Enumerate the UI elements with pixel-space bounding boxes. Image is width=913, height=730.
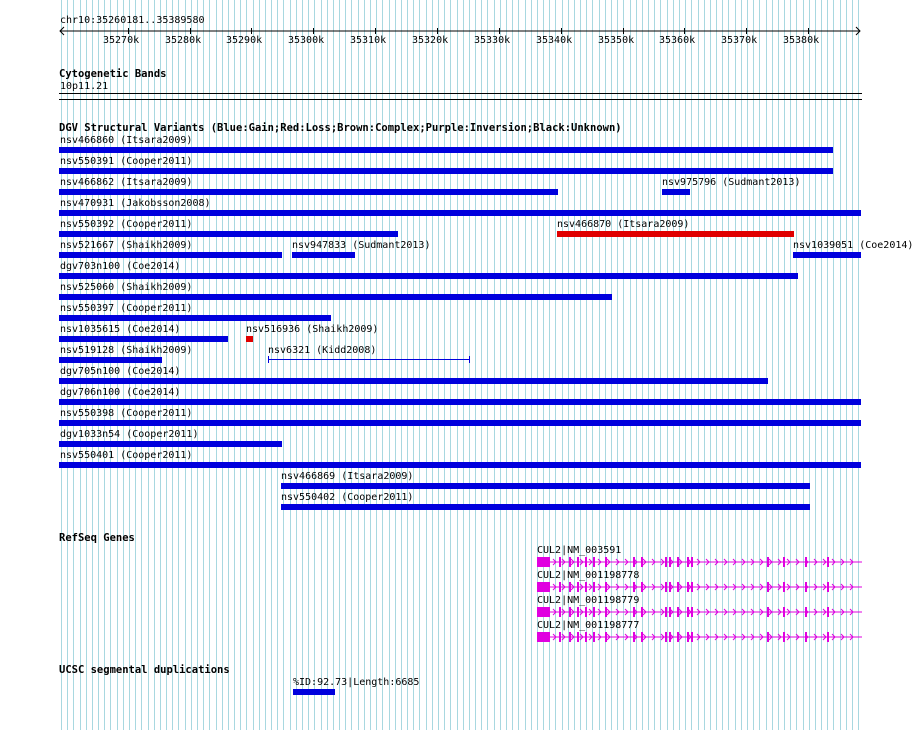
- gene-exon: [687, 582, 689, 592]
- variant-label[interactable]: nsv470931 (Jakobsson2008): [60, 198, 211, 209]
- gene-model[interactable]: [537, 630, 863, 644]
- variant-label[interactable]: nsv550391 (Cooper2011): [60, 156, 193, 167]
- gene-exon: [577, 557, 579, 567]
- dgv-track-title[interactable]: DGV Structural Variants (Blue:Gain;Red:Loss;Brown:Complex;Purple:Inversion;Black:Unknown): [59, 122, 622, 134]
- variant-bar[interactable]: [59, 168, 833, 174]
- ruler-tick: [437, 28, 438, 34]
- gene-exon: [577, 632, 579, 642]
- variant-label[interactable]: nsv521667 (Shaikh2009): [60, 240, 193, 251]
- gene-exon: [827, 582, 829, 592]
- gene-exon: [569, 557, 571, 567]
- ruler-position: chr10:35260181..35389580: [60, 15, 205, 26]
- cytoband-label: 10p11.21: [60, 81, 109, 92]
- ruler-tick: [499, 28, 500, 34]
- gene-exon: [569, 582, 571, 592]
- gene-exon: [827, 632, 829, 642]
- ruler-tick: [251, 28, 252, 34]
- cytoband-top-border: [59, 93, 862, 94]
- variant-bar[interactable]: [59, 294, 612, 300]
- gene-exon: [767, 607, 769, 617]
- ruler-tick: [746, 28, 747, 34]
- variant-bar[interactable]: [59, 378, 768, 384]
- gene-exon: [633, 582, 635, 592]
- gene-exon: [677, 557, 679, 567]
- gene-exon: [593, 557, 595, 567]
- gene-exon: [767, 557, 769, 567]
- gene-exon: [585, 607, 587, 617]
- gene-exon: [559, 632, 561, 642]
- ruler-tick: [313, 28, 314, 34]
- variant-bar[interactable]: [59, 147, 833, 153]
- gene-exon: [687, 607, 689, 617]
- segdup-label[interactable]: %ID:92.73|Length:6685: [293, 677, 420, 688]
- gene-exon: [669, 607, 671, 617]
- gene-exon: [665, 557, 667, 567]
- ruler-tick-label: 35340k: [536, 35, 573, 46]
- variant-bar[interactable]: [59, 462, 861, 468]
- ruler-tick: [808, 28, 809, 34]
- gene-exon: [585, 557, 587, 567]
- gene-exon: [827, 557, 829, 567]
- gene-exon: [641, 607, 643, 617]
- variant-thin-line-cap: [268, 356, 269, 363]
- variant-thin-line-cap: [469, 356, 470, 363]
- segdup-track-title[interactable]: UCSC segmental duplications: [59, 664, 230, 676]
- gene-label[interactable]: CUL2|NM_001198779: [537, 595, 640, 606]
- variant-thin-line[interactable]: [268, 359, 470, 360]
- variant-bar[interactable]: [557, 231, 794, 237]
- variant-label[interactable]: dgv705n100 (Coe2014): [60, 366, 181, 377]
- gene-exon: [827, 607, 829, 617]
- variant-label[interactable]: dgv706n100 (Coe2014): [60, 387, 181, 398]
- gene-exon: [569, 632, 571, 642]
- variant-label[interactable]: nsv519128 (Shaikh2009): [60, 345, 193, 356]
- gene-exon: [605, 607, 607, 617]
- variant-bar[interactable]: [59, 420, 861, 426]
- gene-exon: [665, 607, 667, 617]
- variant-bar[interactable]: [59, 357, 162, 363]
- variant-label[interactable]: nsv525060 (Shaikh2009): [60, 282, 193, 293]
- gene-exon: [691, 582, 693, 592]
- gene-exon: [537, 607, 550, 617]
- ruler-tick-label: 35310k: [350, 35, 387, 46]
- variant-label[interactable]: nsv550398 (Cooper2011): [60, 408, 193, 419]
- gene-exon: [537, 632, 550, 642]
- variant-label[interactable]: nsv550397 (Cooper2011): [60, 303, 193, 314]
- gene-exon: [805, 582, 807, 592]
- gene-exon: [577, 607, 579, 617]
- gene-exon: [605, 557, 607, 567]
- ruler-tick-label: 35290k: [226, 35, 263, 46]
- gene-label[interactable]: CUL2|NM_003591: [537, 545, 622, 556]
- variant-label[interactable]: nsv1039051 (Coe2014): [793, 240, 913, 251]
- variant-bar[interactable]: [59, 315, 331, 321]
- variant-bar[interactable]: [793, 252, 861, 258]
- gene-exon: [669, 557, 671, 567]
- gene-label[interactable]: CUL2|NM_001198778: [537, 570, 640, 581]
- variant-label[interactable]: nsv947833 (Sudmant2013): [292, 240, 431, 251]
- variant-label[interactable]: nsv975796 (Sudmant2013): [662, 177, 801, 188]
- variant-bar[interactable]: [59, 252, 282, 258]
- variant-bar[interactable]: [281, 483, 810, 489]
- cytoband-track-title[interactable]: Cytogenetic Bands: [59, 68, 167, 80]
- variant-label[interactable]: nsv466860 (Itsara2009): [60, 135, 193, 146]
- variant-label[interactable]: nsv466870 (Itsara2009): [557, 219, 690, 230]
- gene-exon: [691, 607, 693, 617]
- gene-exon: [605, 582, 607, 592]
- variant-bar[interactable]: [281, 504, 810, 510]
- variant-label[interactable]: nsv550392 (Cooper2011): [60, 219, 193, 230]
- gene-exon: [805, 557, 807, 567]
- gene-label[interactable]: CUL2|NM_001198777: [537, 620, 640, 631]
- gene-exon: [783, 582, 785, 592]
- gene-exon: [559, 557, 561, 567]
- gene-exon: [665, 582, 667, 592]
- ruler-tick-label: 35320k: [412, 35, 449, 46]
- gene-exon: [687, 557, 689, 567]
- ruler-tick-label: 35300k: [288, 35, 325, 46]
- gene-exon: [783, 632, 785, 642]
- gene-exon: [593, 582, 595, 592]
- gene-exon: [559, 607, 561, 617]
- ruler-tick: [561, 28, 562, 34]
- variant-label[interactable]: nsv550402 (Cooper2011): [281, 492, 414, 503]
- variant-label[interactable]: nsv1035615 (Coe2014): [60, 324, 181, 335]
- variant-bar[interactable]: [662, 189, 690, 195]
- variant-label[interactable]: nsv466869 (Itsara2009): [281, 471, 414, 482]
- variant-bar[interactable]: [59, 336, 228, 342]
- gene-exon: [783, 557, 785, 567]
- variant-label[interactable]: nsv466862 (Itsara2009): [60, 177, 193, 188]
- gene-exon: [669, 582, 671, 592]
- gene-exon: [641, 632, 643, 642]
- variant-bar[interactable]: [59, 210, 861, 216]
- variant-bar[interactable]: [59, 231, 398, 237]
- gene-exon: [687, 632, 689, 642]
- gene-exon: [665, 632, 667, 642]
- variant-bar[interactable]: [59, 189, 558, 195]
- ruler-tick-label: 35360k: [659, 35, 696, 46]
- gene-exon: [767, 582, 769, 592]
- variant-bar[interactable]: [59, 273, 798, 279]
- ruler-tick: [190, 28, 191, 34]
- refseq-track-title[interactable]: RefSeq Genes: [59, 532, 135, 544]
- variant-bar[interactable]: [59, 399, 861, 405]
- ruler-tick: [128, 28, 129, 34]
- gene-exon: [633, 607, 635, 617]
- ruler-tick: [623, 28, 624, 34]
- gene-exon: [577, 582, 579, 592]
- gene-exon: [691, 557, 693, 567]
- gene-exon: [633, 632, 635, 642]
- ruler-tick-label: 35270k: [103, 35, 140, 46]
- gene-exon: [805, 632, 807, 642]
- ruler-tick: [684, 28, 685, 34]
- variant-label[interactable]: nsv516936 (Shaikh2009): [246, 324, 379, 335]
- gene-exon: [783, 607, 785, 617]
- gene-exon: [585, 582, 587, 592]
- variant-label[interactable]: dgv1033n54 (Cooper2011): [60, 429, 199, 440]
- ruler-tick-label: 35350k: [598, 35, 635, 46]
- gene-exon: [677, 582, 679, 592]
- gene-exon: [593, 632, 595, 642]
- ruler-tick: [375, 28, 376, 34]
- cytoband-bottom-border: [59, 99, 862, 100]
- gene-exon: [641, 582, 643, 592]
- variant-label[interactable]: nsv550401 (Cooper2011): [60, 450, 193, 461]
- variant-bar[interactable]: [292, 252, 355, 258]
- variant-label[interactable]: nsv6321 (Kidd2008): [268, 345, 377, 356]
- variant-bar[interactable]: [59, 441, 282, 447]
- gene-model[interactable]: [537, 555, 863, 569]
- gene-exon: [605, 632, 607, 642]
- gene-exon: [677, 632, 679, 642]
- gene-model[interactable]: [537, 580, 863, 594]
- variant-bar[interactable]: [246, 336, 253, 342]
- gene-exon: [537, 582, 550, 592]
- gene-exon: [641, 557, 643, 567]
- gene-exon: [691, 632, 693, 642]
- ruler-tick-label: 35370k: [721, 35, 758, 46]
- gene-exon: [633, 557, 635, 567]
- segdup-bar[interactable]: [293, 689, 335, 695]
- ruler-tick-label: 35280k: [165, 35, 202, 46]
- gene-exon: [569, 607, 571, 617]
- gene-exon: [585, 632, 587, 642]
- gene-exon: [767, 632, 769, 642]
- gene-exon: [677, 607, 679, 617]
- gene-exon: [593, 607, 595, 617]
- gene-exon: [805, 607, 807, 617]
- gene-exon: [559, 582, 561, 592]
- ruler-tick-label: 35380k: [783, 35, 820, 46]
- gene-exon: [537, 557, 550, 567]
- ruler-tick-label: 35330k: [474, 35, 511, 46]
- gene-model[interactable]: [537, 605, 863, 619]
- variant-label[interactable]: dgv703n100 (Coe2014): [60, 261, 181, 272]
- gene-exon: [669, 632, 671, 642]
